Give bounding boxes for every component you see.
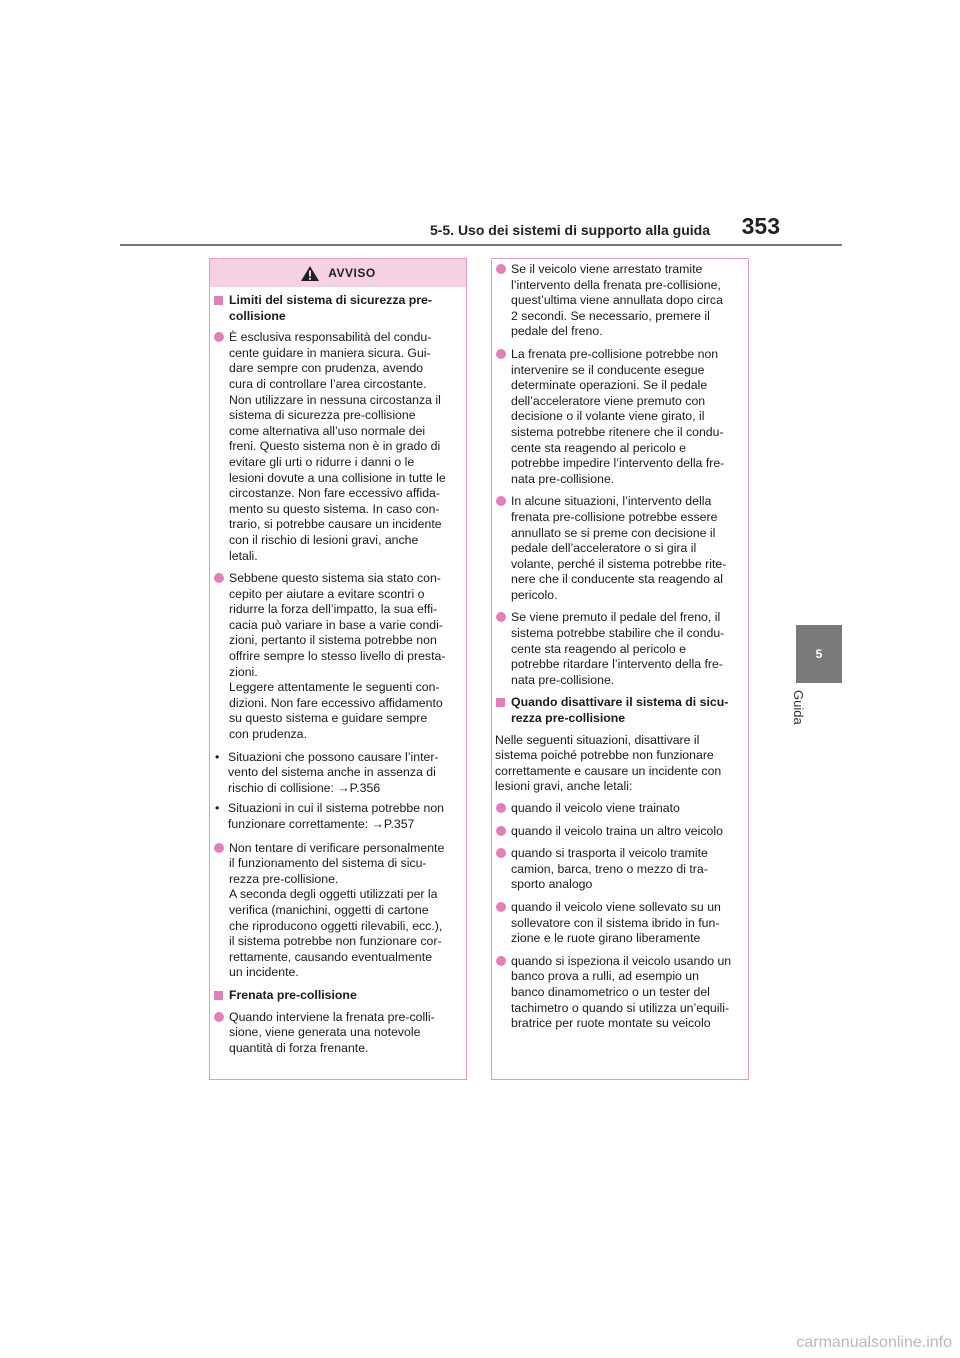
list-item: In alcune situazioni, l’intervento della frenata pre-collisione potrebbe essere annullato se si preme con decisione il pedale dell’acceleratore o si gira il volante, perché il sistema potrebbe rite- nere che il conducente sta reagendo al pericolo. <box>495 494 745 603</box>
circle-bullet-icon <box>214 332 224 342</box>
list-item: quando il veicolo traina un altro veicolo <box>495 824 745 840</box>
square-bullet-icon <box>496 698 505 707</box>
warning-triangle-icon <box>300 265 320 282</box>
page-number: 353 <box>741 213 780 239</box>
sub-list-item: • Situazioni in cui il sistema potrebbe non funzionare correttamente: →P.357 <box>215 801 445 831</box>
section-title: 5-5. Uso dei sistemi di supporto alla guida <box>429 222 710 238</box>
square-bullet-icon <box>214 991 223 1000</box>
circle-bullet-icon <box>496 956 506 966</box>
footer-watermark[interactable]: carmanualsonline.info <box>796 1334 952 1351</box>
chapter-tab-number: 5 <box>815 647 823 661</box>
list-item: Non tentare di verificare personalmente il funzionamento del sistema di sicu- rezza pre-collisione. A seconda degli oggetti utilizzati per la verifica (manichini, oggetti di cartone che riproducono oggetti rilevabili, ecc.), il sistema potrebbe non funzionare cor- rettamente, causando eventualmente un incidente. <box>213 841 461 981</box>
list-item: quando si ispeziona il veicolo usando un banco prova a rulli, ad esempio un banco dinamometrico o un tester del tachimetro o quando si utilizza un’equili- bratrice per ruote montate su veicolo <box>495 954 745 1032</box>
small-bullet-icon: • <box>215 801 220 816</box>
circle-bullet-icon <box>496 803 506 813</box>
warning-content <box>213 293 461 1063</box>
circle-bullet-icon <box>496 848 506 858</box>
circle-bullet-icon <box>496 349 506 359</box>
list-item: È esclusiva responsabilità del condu- cente guidare in maniera sicura. Gui- dare sempre con prudenza, avendo cura di controllare l’area circostante. Non utilizzare in nessuna circostanza il sistema di sicurezza pre-collisione come alternativa all’uso normale dei freni. Questo sistema non è in grado di evitare gli urti o ridurre i danni o le lesioni dovute a una collisione in tutte le circostanze. Non fare eccessivo affida- mento su questo sistema. In caso con- trario, si potrebbe causare un incidente con il rischio di lesioni gravi, anche letali. <box>213 330 461 564</box>
list-item: Sebbene questo sistema sia stato con- cepito per aiutare a evitare scontri o ridurre la forza dell’impatto, la sua effi- cacia può variare in base a varie condi- zioni, pertanto il sistema potrebbe non offrire sempre lo stesso livello di presta- zioni. Leggere attentamente le seguenti con- dizioni. Non fare eccessivo affidamento su questo sistema e guidare sempre con prudenza. <box>213 571 461 743</box>
list-item: La frenata pre-collisione potrebbe non intervenire se il conducente esegue determinate operazioni. Se il pedale dell’acceleratore viene premuto con decisione o il volante viene girato, il sistema potrebbe ritenere che il condu- cente sta reagendo al pericolo e potrebbe impedire l’intervento della fre- nata pre-collisione. <box>495 347 745 487</box>
list-item: quando il veicolo viene sollevato su un sollevatore con il sistema ibrido in fun- zione e le ruote girano liberamente <box>495 900 745 947</box>
circle-bullet-icon <box>496 612 506 622</box>
deactivate-intro: Nelle seguenti situazioni, disattivare il sistema poiché potrebbe non funzionare correttamente e causare un incidente con lesioni gravi, anche letali: <box>495 732 722 794</box>
circle-bullet-icon <box>496 264 506 274</box>
warning-heading-limits: Limiti del sistema di sicurezza pre- collisione <box>213 293 461 324</box>
square-bullet-icon <box>214 296 223 305</box>
header-rule <box>120 244 842 246</box>
warning-heading-deactivate: Quando disattivare il sistema di sicu- rezza pre-collisione <box>495 695 745 726</box>
list-item: quando si trasporta il veicolo tramite camion, barca, treno o mezzo di tra- sporto analogo <box>495 846 745 893</box>
list-item: Quando interviene la frenata pre-colli- sione, viene generata una notevole quantità di forza frenante. <box>213 1010 461 1057</box>
list-item: Se viene premuto il pedale del freno, il sistema potrebbe stabilire che il condu- cente sta reagendo al pericolo e potrebbe ritardare l’intervento della fre- nata pre-collisione. <box>495 610 745 688</box>
list-item: quando il veicolo viene trainato <box>495 801 745 817</box>
circle-bullet-icon <box>496 826 506 836</box>
circle-bullet-icon <box>496 496 506 506</box>
circle-bullet-icon <box>214 1012 224 1022</box>
circle-bullet-icon <box>496 902 506 912</box>
warning-content-continued <box>495 262 745 1039</box>
list-item: Se il veicolo viene arrestato tramite l’intervento della frenata pre-collisione, quest’ultima viene annullata dopo circa 2 secondi. Se necessario, premere il pedale del freno. <box>495 262 745 340</box>
small-bullet-icon: • <box>215 749 220 764</box>
circle-bullet-icon <box>214 843 224 853</box>
chapter-tab-label: Guida <box>791 690 806 725</box>
chapter-tab[interactable] <box>796 625 842 683</box>
sub-list-item: • Situazioni che possono causare l’inter- vento del sistema anche in assenza di rischio di collisione: →P.356 <box>215 749 439 795</box>
warning-heading-braking: Frenata pre-collisione <box>213 988 461 1004</box>
warning-title: AVVISO <box>328 266 376 280</box>
warning-header <box>210 259 466 287</box>
circle-bullet-icon <box>214 573 224 583</box>
